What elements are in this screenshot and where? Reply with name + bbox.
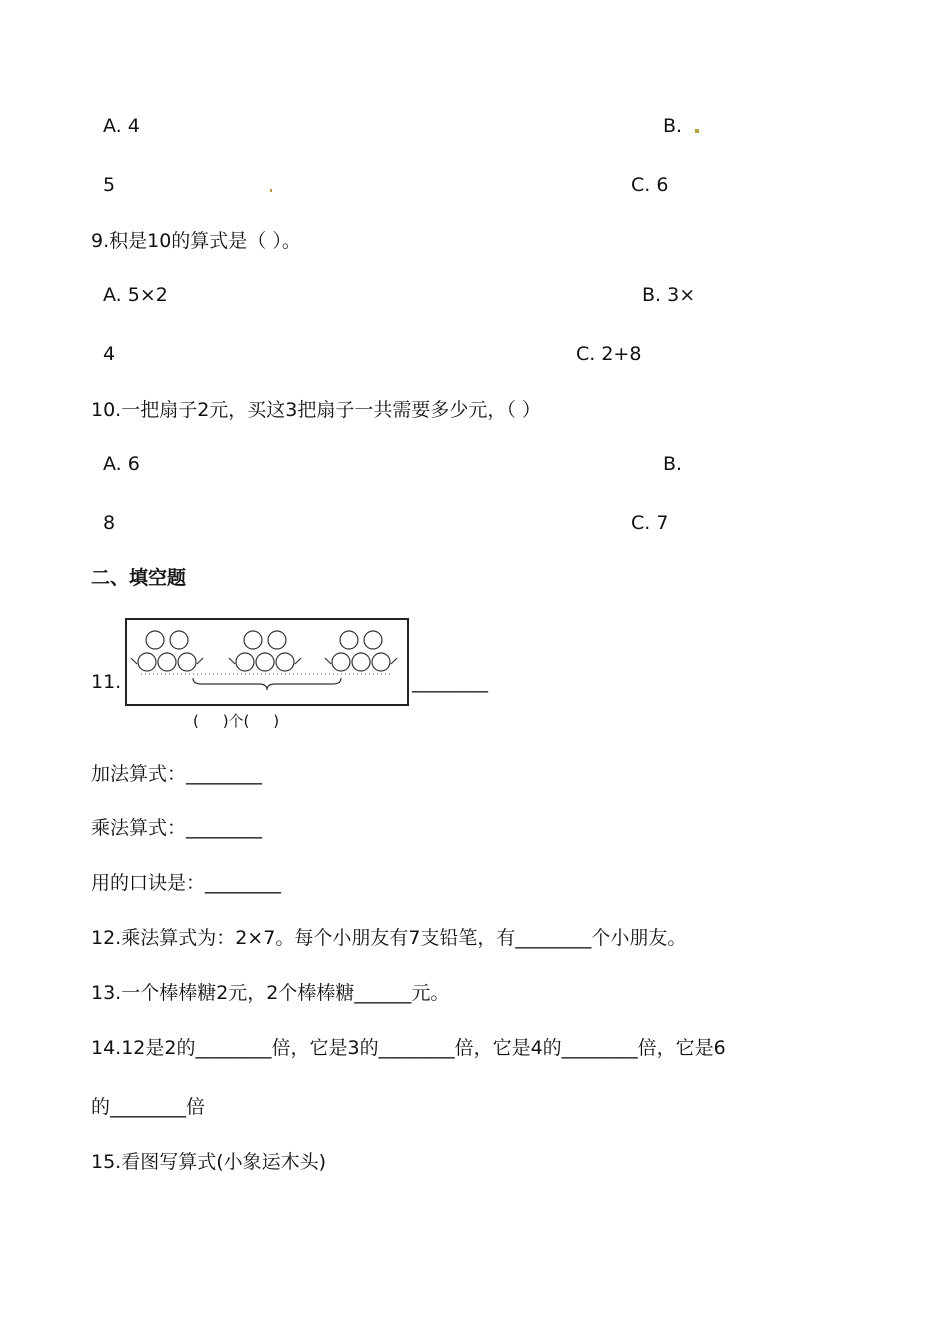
q8-option-b: B.	[663, 115, 683, 137]
q8-option-a: A. 4	[103, 115, 140, 137]
q11-multiplication: 乘法算式：________	[91, 817, 263, 839]
q15-text: 15.看图写算式(小象运木头)	[91, 1151, 327, 1173]
q11-answer-blank[interactable]: ________	[412, 671, 488, 693]
q9-option-b: B. 3×	[642, 284, 696, 306]
brace	[193, 678, 341, 690]
scan-speck	[695, 129, 699, 133]
q11-number: 11.	[91, 671, 122, 693]
q10-option-b-value: 8	[103, 512, 116, 534]
scan-speck	[270, 189, 272, 192]
q11-addition: 加法算式：________	[91, 763, 263, 785]
q9-stem: 9.积是10的算式是（ ）。	[91, 230, 301, 252]
section-title: 二、填空题	[91, 567, 187, 589]
q10-option-b: B.	[663, 453, 683, 475]
q14-line1: 14.12是2的________倍，它是3的________倍，它是4的________倍，它是6	[91, 1037, 726, 1059]
q12-text: 12.乘法算式为：2×7。每个小朋友有7支铅笔，有________个小朋友。	[91, 927, 687, 949]
q8-option-c: C. 6	[631, 174, 669, 196]
chick-group-2	[229, 631, 301, 671]
chick-group-3	[325, 631, 397, 671]
q11-rhyme: 用的口诀是：________	[91, 872, 282, 894]
chicks-figure	[125, 618, 409, 706]
q9-option-c: C. 2+8	[576, 343, 642, 365]
q9-option-b-cont: 4	[103, 343, 116, 365]
figure-caption: ( )个( )	[193, 712, 280, 730]
q10-option-a: A. 6	[103, 453, 140, 475]
q8-option-b-value: 5	[103, 174, 116, 196]
q10-stem: 10.一把扇子2元，买这3把扇子一共需要多少元，（ ）	[91, 399, 541, 421]
chick-group-1	[131, 631, 203, 671]
q13-text: 13.一个棒棒糖2元，2个棒棒糖______元。	[91, 982, 450, 1004]
chicks-illustration	[127, 620, 407, 704]
q10-option-c: C. 7	[631, 512, 669, 534]
q9-option-a: A. 5×2	[103, 284, 168, 306]
q14-line2: 的________倍	[91, 1096, 206, 1118]
